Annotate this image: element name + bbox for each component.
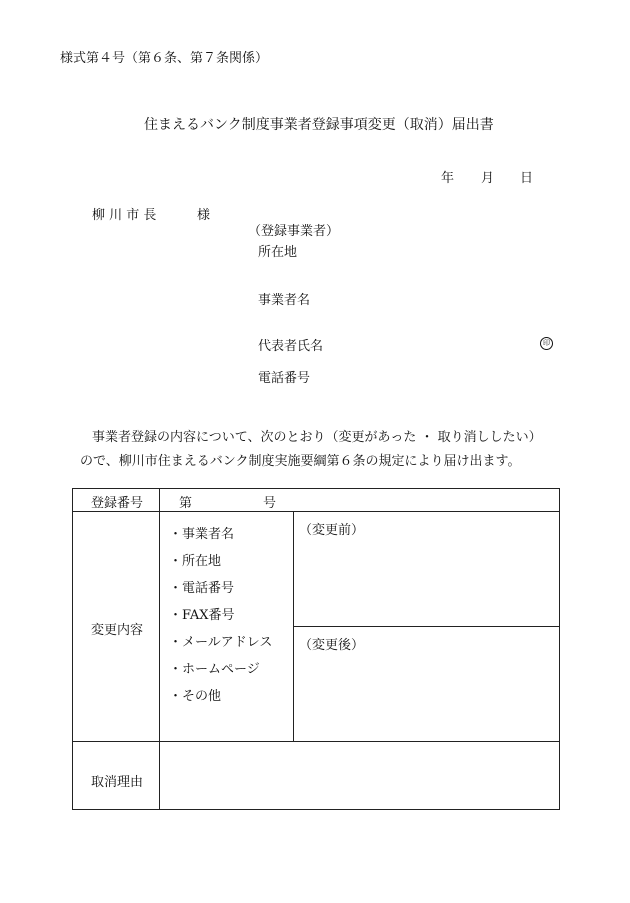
before-after-divider xyxy=(293,626,559,627)
items-column-divider xyxy=(293,511,294,741)
change-content-label: 変更内容 xyxy=(91,623,144,638)
date-year: 年 xyxy=(441,171,455,186)
label-column-divider xyxy=(159,489,160,809)
change-item: ・FAX番号 xyxy=(169,608,235,623)
notification-table xyxy=(72,488,560,810)
before-change-label: （変更前） xyxy=(299,523,365,538)
cancel-reason-label: 取消理由 xyxy=(91,775,144,790)
document-title: 住まえるバンク制度事業者登録事項変更（取消）届出書 xyxy=(144,117,494,133)
reg-no-suffix: 号 xyxy=(263,496,277,511)
change-item: ・事業者名 xyxy=(169,527,235,542)
change-item: ・メールアドレス xyxy=(169,635,273,650)
phone-label: 電話番号 xyxy=(258,371,311,386)
addressee-name: 柳 川 市 長 xyxy=(92,208,157,223)
row-divider xyxy=(73,741,559,742)
date-month: 月 xyxy=(481,171,495,186)
change-item: ・所在地 xyxy=(169,554,222,569)
address-label: 所在地 xyxy=(258,245,298,260)
change-item: ・ホームページ xyxy=(169,662,260,677)
row-divider xyxy=(73,511,559,512)
body-line-1: 事業者登録の内容について、次のとおり（変更があった ・ 取り消ししたい） xyxy=(92,430,542,445)
form-number: 様式第４号（第６条、第７条関係） xyxy=(60,51,269,66)
reg-no-prefix: 第 xyxy=(179,496,193,511)
addressee-honorific: 様 xyxy=(197,208,211,223)
reg-no-label: 登録番号 xyxy=(91,496,144,511)
business-name-label: 事業者名 xyxy=(258,293,311,308)
seal-mark: 印 xyxy=(540,337,553,350)
change-item: ・電話番号 xyxy=(169,581,235,596)
date-day: 日 xyxy=(520,171,534,186)
registrant-heading: （登録事業者） xyxy=(248,224,340,239)
body-line-2: ので、柳川市住まえるバンク制度実施要綱第６条の規定により届け出ます。 xyxy=(80,454,521,469)
after-change-label: （変更後） xyxy=(299,638,365,653)
representative-label: 代表者氏名 xyxy=(258,339,324,354)
change-item: ・その他 xyxy=(169,689,222,704)
